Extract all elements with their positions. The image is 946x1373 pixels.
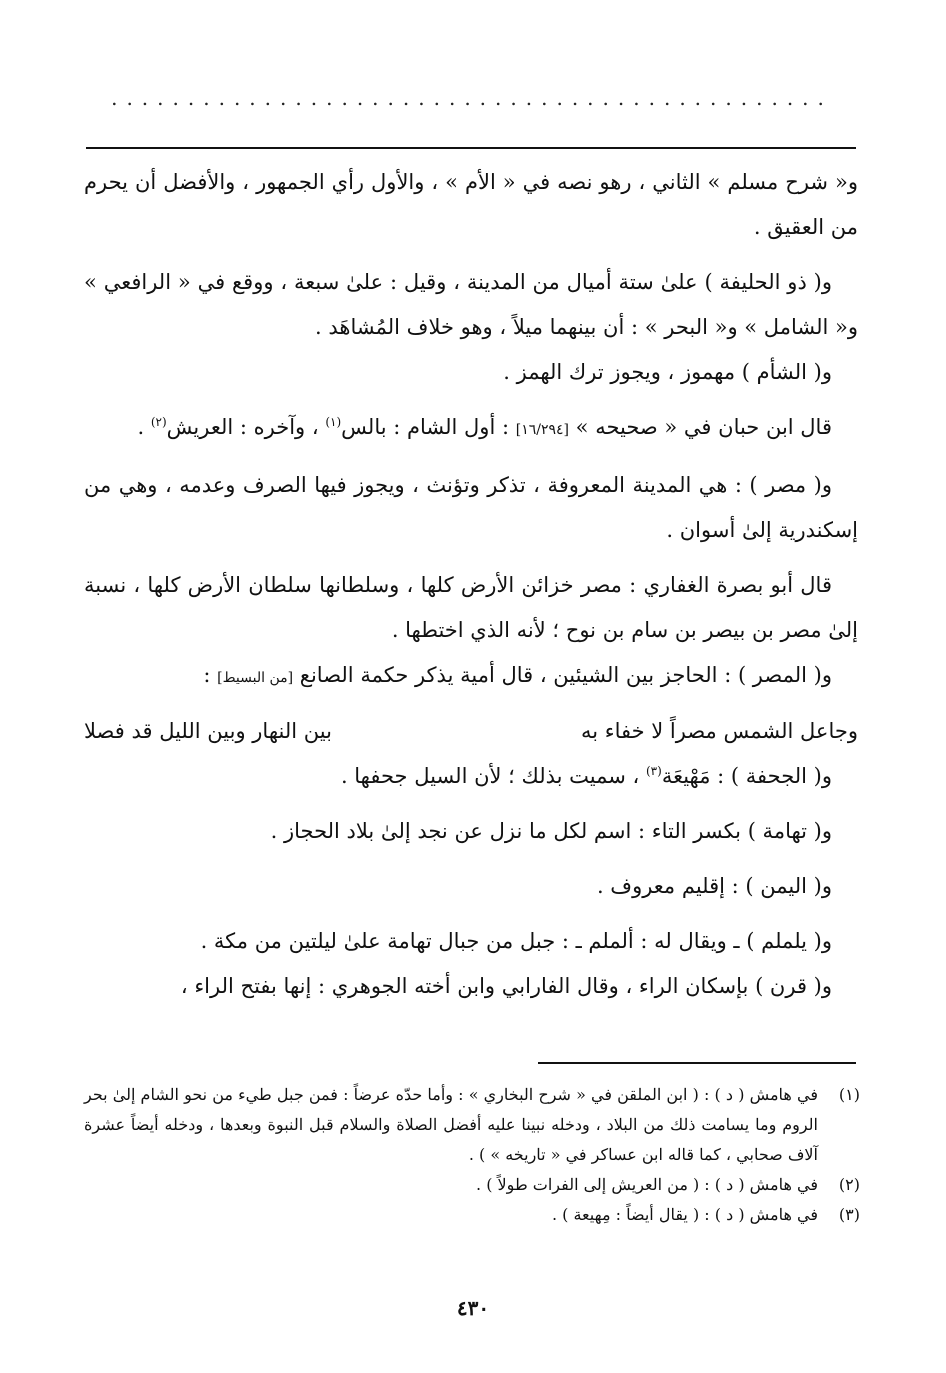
footnote-1: [84, 1080, 860, 1170]
paragraph-5: [84, 463, 858, 553]
volume-page-reference: [١٦/٢٩٤]: [515, 422, 569, 438]
header-rule: [86, 147, 856, 149]
footnote-marker-1: (١): [325, 415, 342, 429]
footnote-number: (٢): [838, 1175, 860, 1194]
paragraph-8-text-a: و( الجحفة ) : مَهْيعَة: [661, 764, 832, 788]
footnote-text: في هامش ( د ) : ( ابن الملقن في « شرح البخاري » : وأما حدّه عرضاً : فمن جبل طيء من نحو الشام إلىٰ بحر الروم وما يسامت ذلك من البلاد ، ودخله نبينا عليه أفضل الصلاة والسلام قبل النبوة وبعدها ، ودخله أيضاً عشرة آلاف صحابي ، كما قاله ابن عساكر في « تاريخه » ) .: [84, 1085, 818, 1164]
paragraph-11: [84, 919, 858, 964]
poem-meter-label: [من البسيط]: [217, 670, 294, 686]
poem-first-hemistich: وجاعل الشمس مصراً لا خفاء به: [580, 719, 858, 743]
footnote-2: [84, 1170, 860, 1200]
main-text: [84, 160, 858, 1009]
paragraph-7-text-b: :: [203, 663, 211, 687]
footnote-text: في هامش ( د ) : ( من العريش إلى الفرات طولاً ) .: [476, 1175, 818, 1194]
paragraph-3: [84, 350, 858, 395]
paragraph-12-text: و( قرن ) بإسكان الراء ، وقال الفارابي وابن أخته الجوهري : إنها بفتح الراء ،: [180, 974, 832, 998]
poem-verse: [84, 709, 858, 754]
paragraph-10: [84, 864, 858, 909]
paragraph-12: [84, 964, 858, 1009]
paragraph-5-text: و( مصر ) : هي المدينة المعروفة ، تذكر وتؤنث ، ويجوز فيها الصرف وعدمه ، وهي من إسكندرية إلىٰ أسوان .: [84, 473, 858, 542]
paragraph-8-text-b: ، سميت بذلك ؛ لأن السيل جحفها .: [340, 764, 640, 788]
paragraph-7-text-a: و( المصر ) : الحاجز بين الشيئين ، قال أمية يذكر حكمة الصانع: [299, 663, 832, 687]
footnote-marker-2: (٢): [150, 415, 167, 429]
paragraph-3-text: و( الشأم ) مهموز ، ويجوز ترك الهمز .: [503, 360, 832, 384]
footnotes: [84, 1080, 860, 1230]
paragraph-2: [84, 260, 858, 350]
footnote-marker-3: (٣): [645, 764, 662, 778]
paragraph-8: [84, 754, 858, 799]
paragraph-9: [84, 809, 858, 854]
paragraph-4: [84, 405, 858, 453]
footnote-number: (٣): [838, 1205, 860, 1224]
paragraph-4-text-a: قال ابن حبان في « صحيحه »: [575, 415, 832, 439]
paragraph-4-text-d: .: [137, 415, 145, 439]
paragraph-6-text: قال أبو بصرة الغفاري : مصر خزائن الأرض كلها ، وسلطانها سلطان الأرض كلها ، نسبة إلىٰ مصر بن بيصر بن سام بن نوح ؛ لأنه الذي اختطها .: [84, 573, 858, 642]
paragraph-11-text: و( يلملم ) ـ ويقال له : ألملم ـ : جبل من جبال تهامة علىٰ ليلتين من مكة .: [200, 929, 832, 953]
paragraph-1-text: و« شرح مسلم » الثاني ، رهو نصه في « الأم » ، والأول رأي الجمهور ، والأفضل أن يحرم من العقيق .: [84, 170, 858, 239]
paragraph-9-text: و( تهامة ) بكسر التاء : اسم لكل ما نزل عن نجد إلىٰ بلاد الحجاز .: [270, 819, 832, 843]
header-dotted-line: ...............................................: [111, 88, 833, 108]
paragraph-10-text: و( اليمن ) : إقليم معروف .: [596, 874, 832, 898]
paragraph-4-text-c: ، وآخره : العريش: [166, 415, 319, 439]
paragraph-4-text-b: : أول الشام : بالس: [341, 415, 510, 439]
footnote-separator: [538, 1062, 856, 1064]
footnote-3: [84, 1200, 860, 1230]
page-number: ٤٣٠: [456, 1296, 490, 1320]
poem-second-hemistich: بين النهار وبين الليل قد فصلا: [84, 719, 332, 743]
paragraph-6: [84, 563, 858, 653]
footnote-number: (١): [838, 1085, 860, 1104]
paragraph-2-text: و( ذو الحليفة ) علىٰ ستة أميال من المدينة ، وقيل : علىٰ سبعة ، ووقع في « الرافعي » و« الشامل » و« البحر » : أن بينهما ميلاً ، وهو خلاف المُشاهَد .: [84, 270, 858, 339]
paragraph-1: [84, 160, 858, 250]
footnote-text: في هامش ( د ) : ( يقال أيضاً : مِهيعة ) .: [551, 1205, 818, 1224]
paragraph-7: [84, 653, 858, 701]
